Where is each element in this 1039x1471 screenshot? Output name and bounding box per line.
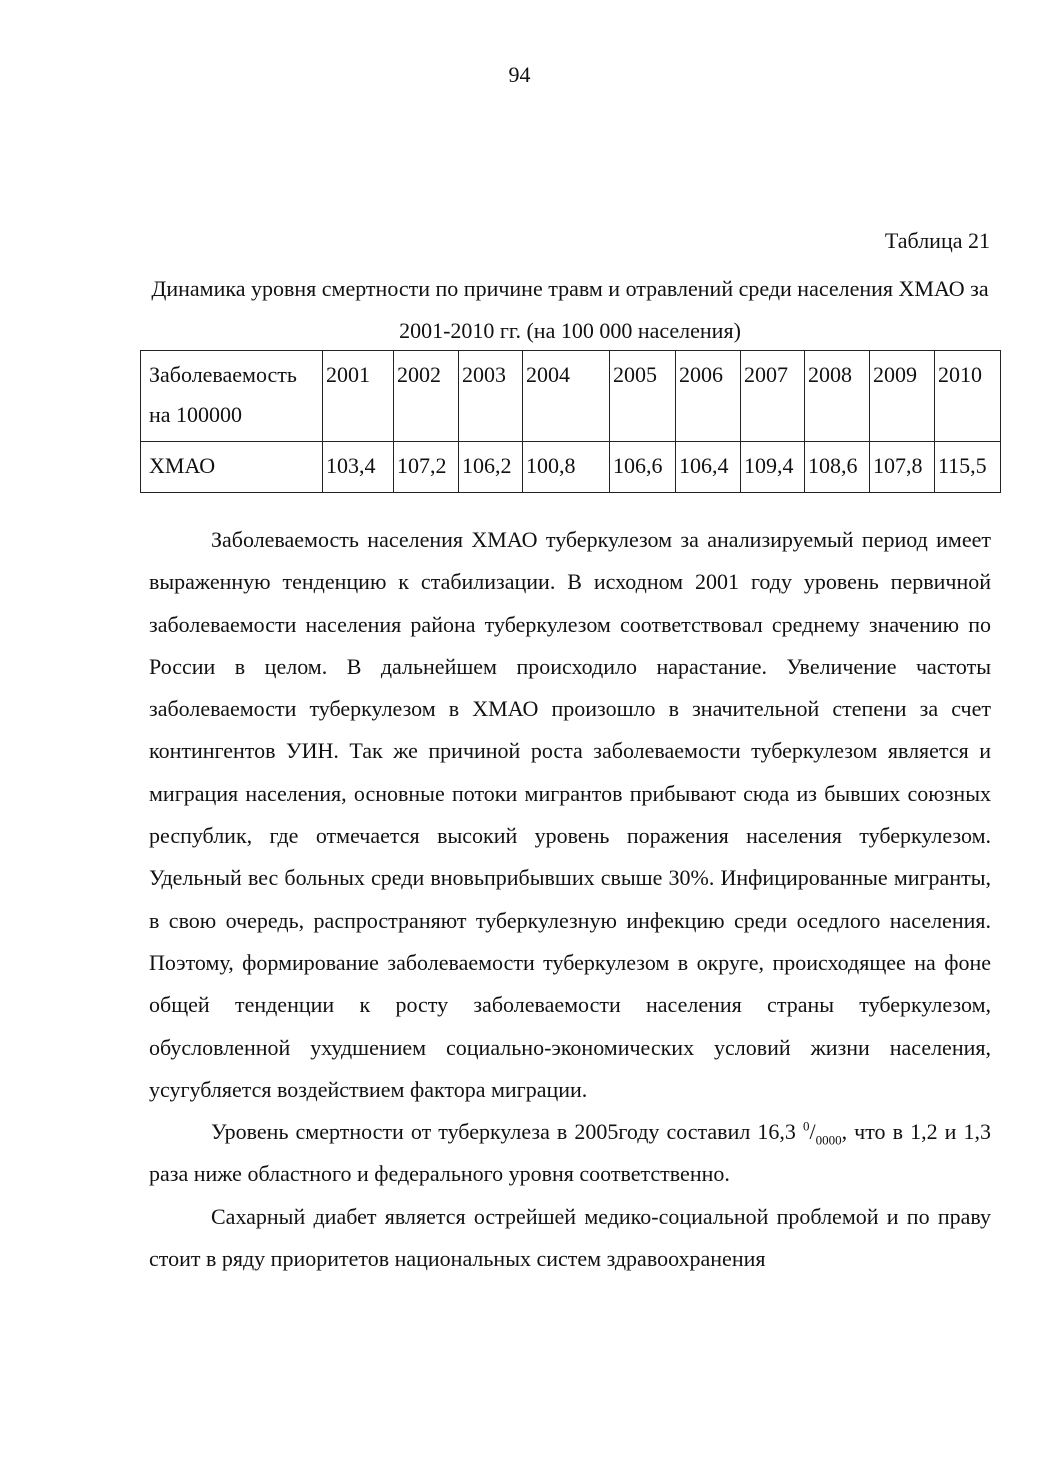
- table-caption: Динамика уровня смертности по причине травм и отравлений среди населения ХМАО за 2001-2010 гг. (на 100 000 населения): [151, 276, 989, 343]
- table-label: Таблица 21: [884, 228, 990, 253]
- mortality-text-end: , что в 1,2 и 1,3 раза ниже областного и федерального уровня соответственно.: [149, 1119, 991, 1187]
- paragraph-tuberculosis-incidence: Заболеваемость населения ХМАО туберкулезом за анализируемый период имеет выраженную тенденцию к стабилизации. В исходном 2001 году уровень первичной заболеваемости населения района туберкулезом соответствовал среднему значению по России в целом. В дальнейшем происходило нарастание. Увеличение частоты заболеваемости туберкулезом в ХМАО произошло в значительной степени за счет контингентов УИН. Так же причиной роста заболеваемости туберкулезом является и миграция населения, основные потоки мигрантов прибывают сюда из бывших союзных республик, где отмечается высокий уровень поражения населения туберкулезом. Удельный вес больных среди вновьприбывших свыше 30%. Инфицированные мигранты, в свою очередь, распространяют туберкулезную инфекцию среди оседлого населения. Поэтому, формирование заболеваемости туберкулезом в округе, происходящее на фоне общей тенденции к росту заболеваемости населения страны туберкулезом, обусловленной ухудшением социально-экономических условий жизни населения, усугубляется воздействием фактора миграции.: [149, 527, 991, 1102]
- value-cell: 106,6: [610, 442, 676, 493]
- table-header-row: [141, 351, 1001, 442]
- paragraph-tuberculosis-mortality: [149, 1111, 991, 1196]
- body-text: [149, 519, 991, 1280]
- year-cell: 2002: [394, 351, 459, 442]
- value-cell: 115,5: [935, 442, 1001, 493]
- per-mille-sup: 0: [802, 1118, 810, 1134]
- value-cell: 109,4: [741, 442, 805, 493]
- year-cell: 2003: [459, 351, 523, 442]
- value-cell: 108,6: [805, 442, 870, 493]
- value-cell: 107,2: [394, 442, 459, 493]
- table-data-row: [141, 442, 1001, 493]
- mortality-text-start: Уровень смертности от туберкулеза в 2005году составил 16,3: [211, 1119, 803, 1145]
- header-line-2: на 100000: [149, 402, 243, 427]
- header-line-1: Заболеваемость: [149, 362, 297, 387]
- value-cell: 106,4: [676, 442, 741, 493]
- value-cell: 106,2: [459, 442, 523, 493]
- value-cell: 103,4: [323, 442, 394, 493]
- year-cell: 2009: [870, 351, 935, 442]
- paragraph-diabetes: Сахарный диабет является острейшей медико-социальной проблемой и по праву стоит в ряду приоритетов национальных систем здравоохранения: [149, 1203, 991, 1272]
- year-cell: 2006: [676, 351, 741, 442]
- per-mille-sub: 0000: [815, 1132, 842, 1148]
- year-cell: 2004: [523, 351, 610, 442]
- year-cell: 2008: [805, 351, 870, 442]
- mortality-table: [140, 350, 1001, 493]
- year-cell: 2001: [323, 351, 394, 442]
- value-cell: 107,8: [870, 442, 935, 493]
- per-mille-slash: /: [809, 1119, 816, 1145]
- page-number: 94: [508, 62, 531, 87]
- year-cell: 2010: [935, 351, 1001, 442]
- header-cell-indicator: [141, 351, 323, 442]
- row-label-cell: ХМАО: [141, 442, 323, 493]
- value-cell: 100,8: [523, 442, 610, 493]
- year-cell: 2007: [741, 351, 805, 442]
- year-cell: 2005: [610, 351, 676, 442]
